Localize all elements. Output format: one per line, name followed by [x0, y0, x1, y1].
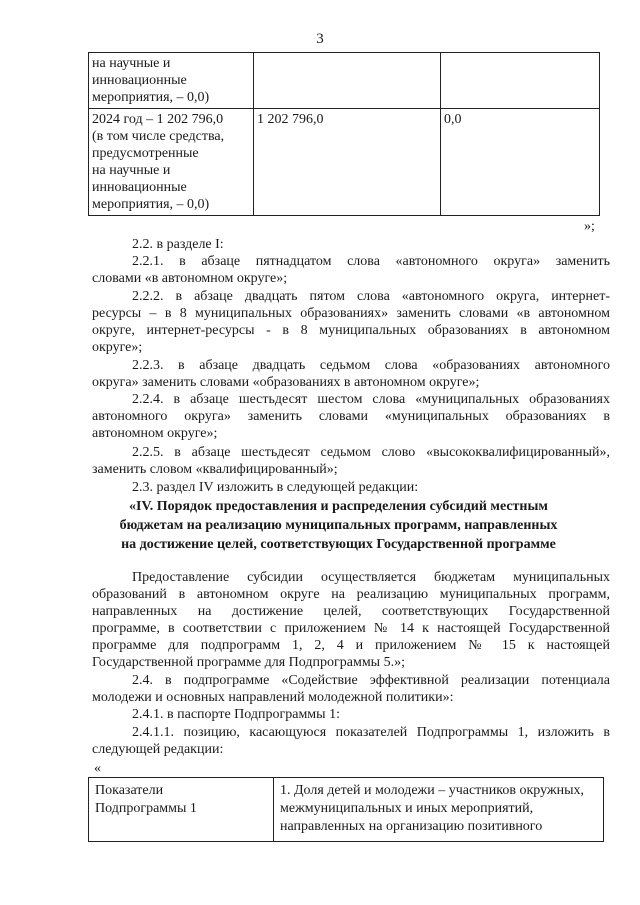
cell-text-line: на научные и — [92, 56, 171, 71]
paragraph-2-4-1: 2.4.1. в паспорте Подпрограммы 1: — [132, 707, 340, 722]
table-cell: 0,0 — [441, 109, 600, 216]
paragraph-2-2: 2.2. в разделе I: — [132, 237, 224, 252]
paragraph-2-4 — [92, 672, 610, 706]
table-cell — [89, 778, 274, 842]
cell-text-line: направленных на организацию позитивного — [280, 819, 543, 834]
section-heading-line: бюджетам на реализацию муниципальных программ, направленных — [119, 518, 558, 533]
paragraph-2-2-2 — [92, 288, 610, 356]
cell-text-line: Подпрограммы 1 — [95, 801, 197, 816]
text-line: 2.2.1. в абзаце пятнадцатом слова «автономного округа» заменить — [132, 254, 610, 269]
table-cell — [89, 53, 254, 109]
text-line: округе»; — [92, 340, 143, 355]
cell-text-line: 2024 год – 1 202 796,0 — [92, 112, 224, 127]
paragraph-2-2-1 — [92, 253, 610, 287]
body-paragraph — [92, 569, 610, 671]
cell-text-line: 1. Доля детей и молодежи – участников окружных, — [280, 783, 584, 798]
cell-text-line: предусмотренные — [92, 146, 199, 161]
text-line: программе для подпрограмм 1, 2, 4 и приложением № 15 к настоящей — [92, 638, 610, 653]
table-cell — [89, 109, 254, 216]
table-cell — [274, 778, 604, 842]
table-cell: 1 202 796,0 — [254, 109, 441, 216]
paragraph-2-2-3 — [92, 357, 610, 391]
text-line: 2.2.5. в абзаце шестьдесят седьмом слово «высококвалифицированный», — [132, 445, 610, 460]
text-line: 2.2.2. в абзаце двадцать пятом слова «автономного округа, интернет- — [132, 289, 610, 304]
table-cell — [254, 53, 441, 109]
cell-text-line: Показатели — [95, 783, 164, 798]
cell-text-line: инновационные — [92, 73, 187, 88]
text-line: автономном округе»; — [92, 426, 218, 441]
paragraph-2-3: 2.3. раздел IV изложить в следующей редакции: — [132, 480, 419, 495]
page-number: 3 — [316, 31, 324, 47]
text-line: заменить словом «квалифицированный»; — [92, 462, 338, 477]
text-line: автономного округа» заменить словами «муниципальных образованиях в — [92, 409, 610, 424]
cell-text-line: на научные и — [92, 163, 171, 178]
paragraph-2-4-1-1 — [92, 724, 610, 758]
text-line: 2.2.3. в абзаце двадцать седьмом слова «образованиях автономного — [132, 358, 610, 373]
cell-text-line: инновационные — [92, 180, 187, 195]
budget-table — [88, 52, 600, 216]
paragraph-2-2-5 — [92, 444, 610, 478]
text-line: ресурсы – в 8 муниципальных образованиях» заменить словами «в автономном — [92, 306, 610, 321]
paragraph-2-2-4 — [92, 391, 610, 442]
quote-open: « — [94, 761, 101, 776]
cell-text-line: мероприятия, – 0,0) — [92, 197, 210, 212]
text-line: Государственной программе для Подпрограммы 5.»; — [92, 655, 405, 670]
text-line: следующей редакции: — [92, 742, 224, 757]
indicators-table — [88, 777, 604, 842]
table-row — [89, 778, 604, 842]
text-line: молодежи и основных направлений молодежной политики»: — [92, 690, 454, 705]
cell-text-line: (в том числе средства, — [92, 129, 225, 144]
text-line: 2.4.1.1. позицию, касающуюся показателей Подпрограммы 1, изложить в — [132, 725, 610, 740]
cell-text-line: межмуниципальных и иных мероприятий, — [280, 801, 534, 816]
table-row — [89, 53, 600, 109]
section-heading-line: на достижение целей, соответствующих Государственной программе — [121, 537, 556, 552]
text-line: программе, в соответствии с приложением № 14 к настоящей Государственной — [92, 621, 610, 636]
text-line: Предоставление субсидии осуществляется бюджетам муниципальных — [132, 570, 610, 585]
text-line: округе, интернет-ресурсы - в 8 муниципальных образованиях в автономном — [92, 323, 610, 338]
text-line: 2.4. в подпрограмме «Содействие эффективной реализации потенциала — [132, 673, 610, 688]
text-line: 2.2.4. в абзаце шестьдесят шестом слова «муниципальных образованиях — [132, 392, 610, 407]
table-row — [89, 109, 600, 216]
table-closing-quote: »; — [584, 219, 595, 234]
text-line: образований в автономном округе на реализацию муниципальных программ, — [92, 587, 610, 602]
table-cell — [441, 53, 600, 109]
section-heading-line: «IV. Порядок предоставления и распределения субсидий местным — [129, 499, 548, 514]
text-line: округа» заменить словами «образованиях в автономном округе»; — [92, 375, 480, 390]
cell-text-line: мероприятия, – 0,0) — [92, 90, 210, 105]
text-line: словами «в автономном округе»; — [92, 271, 288, 286]
text-line: направленных на достижение целей, соответствующих Государственной — [92, 604, 610, 619]
